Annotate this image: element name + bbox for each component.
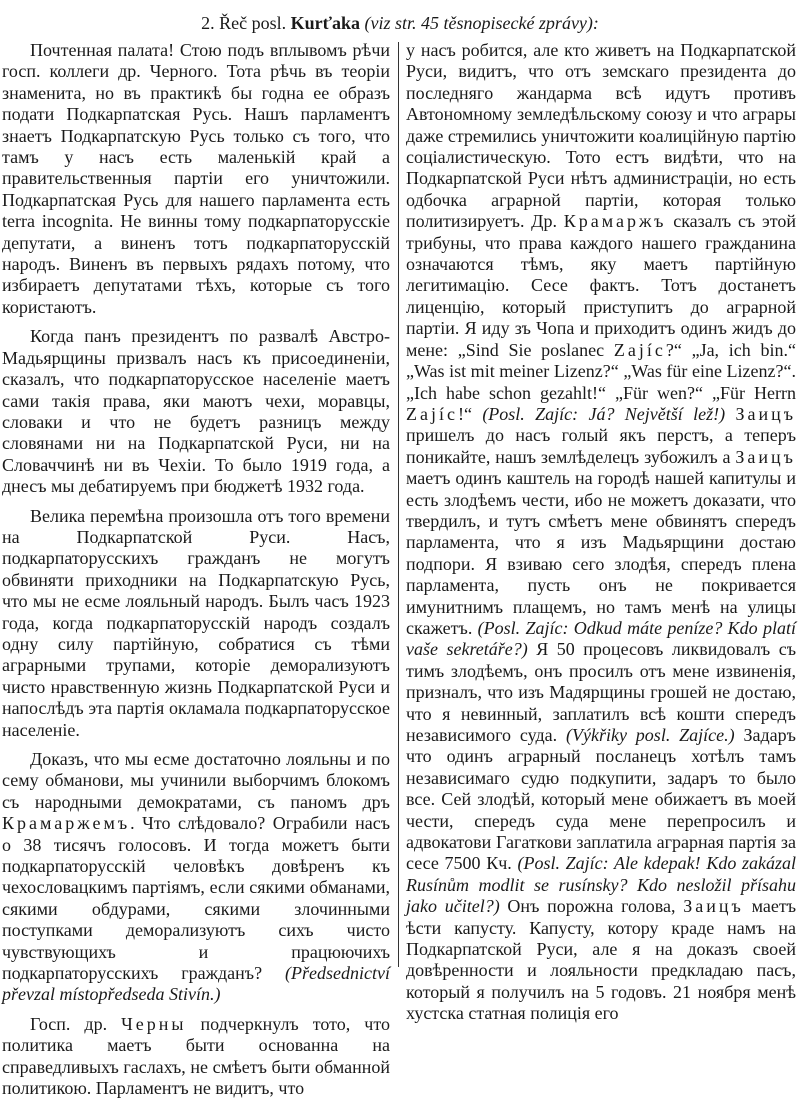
paragraph-2: Когда панъ президентъ по развалѣ Австро-Мадьярщины призвалъ насъ къ присоединеніи, сказалъ, что подкарпаторусское населеніе маетъ сами такія права, яки маютъ чехи, моравцы, словаки и что не будетъ разницъ между словянами ни на Подкарпатской Руси, ни на Словаччинѣ ни въ Чехіи. То было 1919 года, а днесъ мы дебатируемъ при бюджетѣ 1932 года. <box>2 326 390 497</box>
right-column <box>406 40 796 1033</box>
r-note-3: (Výkřiky posl. Zajíce.) <box>566 725 735 745</box>
r-name-4: Заицъ <box>735 403 797 424</box>
r-text-h: Я 50 процесовъ ликвидовалъ съ тимъ злодѣемъ, онъ просилъ отъ мене извиненія, призналъ, что изъ Мадярщины грошей не достаю, что я невинный, заплатилъ всѣ кошти спередъ независимого суда. <box>406 639 796 745</box>
r-text-b: сказалъ съ этой трибуны, что права каждого нашего гражданина означаются тѣмъ, яку маетъ партійную легитимацію. Сесе фактъ. Тотъ достанетъ лиценцію, который приступитъ до аграрной партіи. Я иду зъ Чопа и приходитъ одинъ жидъ до мене: „Sind Sie poslanec <box>406 211 796 360</box>
r-text-j: Онъ порожна голова, <box>499 896 684 917</box>
r-text-i: Задаръ что одинъ аграрный посланецъ хотѣлъ тамъ независимаго судю подкупити, задаръ то было все. Сей злодѣй, который мене обижаетъ въ моей чести, спередъ суда мене перепросилъ и адвокатови Гагаткови заплатила аграрная партія за сесе 7500 Кч. <box>406 725 796 874</box>
p4-text-b: . Что слѣдовало? Ограбили насъ о 38 тисячъ голосовъ. И тогда можетъ быти подкарпаторусскій человѣкъ довѣренъ къ чехословацкимъ партіямъ, если сякими обманами, сякими обдурами, сякими злочинными поступками деморализуютъ сихъ чисто чувствующихъ и працюючихъ подкарпаторусскихъ гражданъ? <box>2 813 390 984</box>
paragraph-1: Почтенная палата! Стою подъ вплывомъ рѣчи госп. коллеги др. Черного. Тота рѣчь въ теоріи знаменита, но въ практикѣ бы годна ее образъ подати Подкарпатская Русь. Нашъ парламентъ знаетъ Подкарпатскую Русь только съ того, что тамъ у насъ есть маленькій край а правительственныя партіи его уничтожили. Подкарпатская Русь для нашего парламента есть terra incognita. Не винны тому подкарпаторусскіе депутати, а виненъ тотъ подкарпаторусскій народъ. Виненъ въ первыхъ рядахъ потому, что избираетъ депутатами тѣхъ, которые съ того користаютъ. <box>2 40 390 317</box>
r-text-a: у насъ робится, але кто живетъ на Подкарпатской Руси, видитъ, что отъ земскаго президента до последнягo жандарма всѣ идутъ противъ Автономному земледѣльскому союзу и что аграры даже стремились уничтожити коалиційную партію соціалистическую. Тото естъ видѣти, что на Подкарпатской Руси нѣтъ администраціи, но есть одбочка аграрной партіи, которая только политизируетъ. Др. <box>406 40 796 232</box>
r-name-5: Заицъ <box>735 446 796 467</box>
paragraph-4 <box>2 749 390 1006</box>
p5-text-b: подчеркнулъ тото, что политика маетъ быти основанна на справедливыхъ гаслахъ, не смѣетъ быти обманной политикою. Парламентъ не видитъ, что <box>2 1013 390 1099</box>
r-name-2: Zajíc <box>613 339 666 360</box>
r-text-d: !“ <box>457 403 483 424</box>
r-note-2: (Posl. Zajíc: Odkud máte peníze? Kdo platí vaše sekretáře?) <box>406 617 796 660</box>
paragraph-6 <box>406 40 796 1025</box>
r-text-k: маетъ ѣсти капусту. Капусту, котору краде намъ на Подкарпатской Руси, але я на доказъ своей довѣренности и лояльности предкладаю пасъ, который я получилъ на 5 годовъ. 21 ноября менѣ хустска статная полиція его <box>406 896 796 1024</box>
p5-name: Черны <box>121 1013 187 1034</box>
r-name-3: Zajíc <box>406 403 458 424</box>
r-text-g: маетъ одинъ каштель на городѣ нашей капитулы и есть злодѣемъ чести, ибо не можетъ доказати, что твердилъ, и тутъ смѣетъ мене обвинятъ спередъ парламента, что я изъ Мадьярщини достаю подпори. Я взиваю сего злодѣя, спередъ плена парламента, пусть онъ не покривается имунитнимъ плащемъ, но тамъ менѣ на улицы скажетъ. <box>406 468 796 638</box>
r-note-1: (Posl. Zajíc: Já? Největší lež!) <box>482 403 726 424</box>
r-text-e <box>725 404 735 424</box>
p4-name: Крамаржемъ <box>2 813 131 834</box>
page-heading <box>0 12 800 34</box>
paragraph-3: Велика перемѣна произошла отъ того времени на Подкарпатской Руси. Насъ, подкарпаторусскихъ гражданъ не могутъ обвиняти приходники на Подкарпатскую Русь, что мы не есме лояльный народъ. Былъ часъ 1923 года, когда подкарпаторусскій народъ создалъ одну силу партійную, собратися съ тѣми аграрными трупами, которіе деморализуютъ чисто нравственную жизнь Подкарпатской Руси и напослѣдъ эта партія окламала подкарпаторусское населеніе. <box>2 505 390 740</box>
p4-note: (Předsednictví převzal místopředseda Stivín.) <box>2 963 390 1005</box>
r-text-f: пришелъ до насъ голый якъ перстъ, а теперъ поникайте, нашъ землѣделецъ зубожилъ а <box>406 425 796 467</box>
paragraph-5 <box>2 1014 390 1100</box>
heading-number: 2. Řeč posl. <box>201 13 287 33</box>
column-divider <box>398 42 399 967</box>
p4-text-a: Доказъ, что мы есме достаточно лояльны и по сему обманови, мы учинили выборчимъ блокомъ съ народными демократами, съ паномъ дръ <box>2 749 390 812</box>
left-column <box>2 40 390 1108</box>
r-name-1: Крамаржъ <box>563 211 667 232</box>
heading-note: (viz str. 45 těsnopisecké zprávy): <box>364 13 599 33</box>
p5-text-a: Госп. др. <box>30 1013 122 1034</box>
r-note-4: (Posl. Zajíc: Ale kdepak! Kdo zakázal Rusínům modlit se rusínsky? Kdo nesložil přísahu jako učitel?) <box>406 853 797 917</box>
r-name-6: Заицъ <box>683 896 744 917</box>
heading-speaker: Kurťaka <box>290 13 360 33</box>
r-text-c: ?“ „Ja, ich bin.“ „Was ist mit meiner Lizenz?“ „Was für eine Lizenz?“. „Ich habe schon gezahlt!“ „Für wen?“ „Für Herrn <box>406 339 796 403</box>
